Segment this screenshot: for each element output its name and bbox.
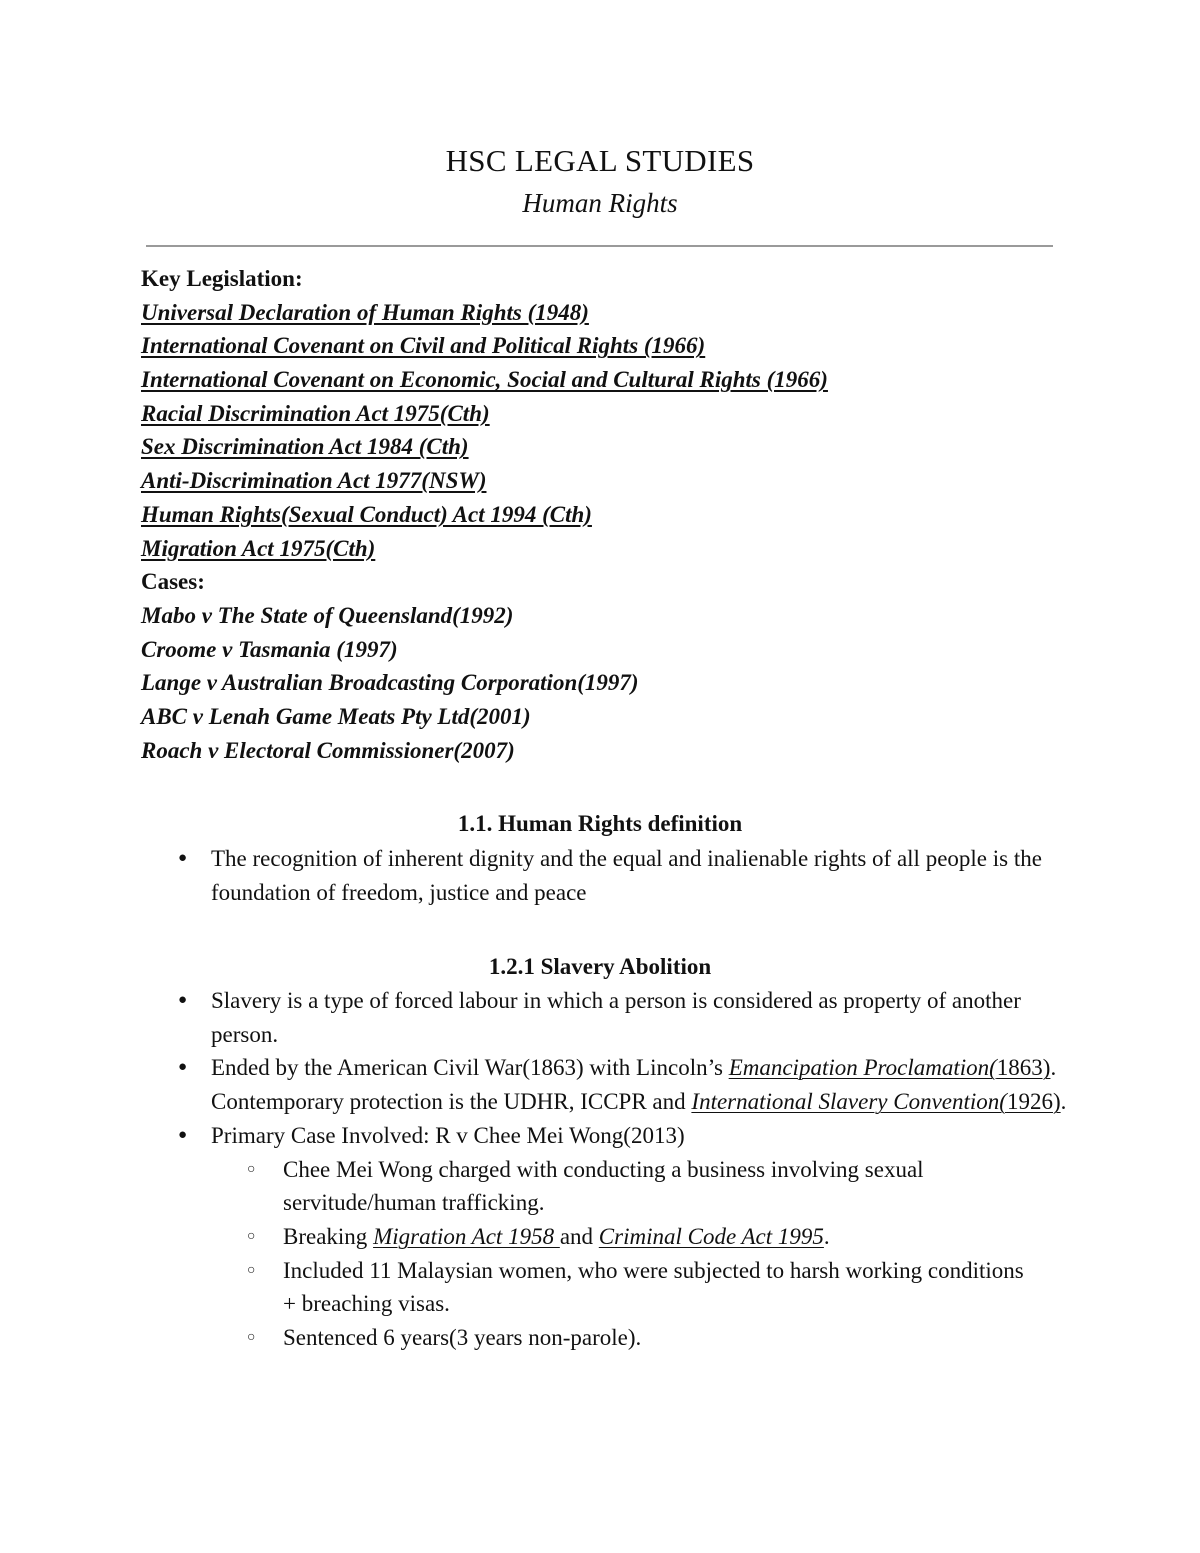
sub-bullet-icon: ○ xyxy=(247,1228,256,1244)
cases-label: Cases: xyxy=(141,569,205,595)
bullet-text: Ended by the American Civil War(1863) with Lincoln’s xyxy=(211,1055,729,1081)
horizontal-rule xyxy=(146,245,1053,247)
legislation-item: Anti-Discrimination Act 1977(NSW) xyxy=(141,468,487,494)
key-legislation-block xyxy=(141,262,1091,767)
document-subtitle: Human Rights xyxy=(522,188,678,218)
migration-act-link[interactable]: Migration Act 1958 xyxy=(373,1223,560,1249)
bullet-icon: ● xyxy=(178,992,188,1008)
bullet-text: The recognition of inherent dignity and the equal and inalienable rights of all people is the foundation of freedom, justice and peace xyxy=(211,846,1042,905)
slavery-convention-year: 1926) xyxy=(1006,1089,1061,1115)
legislation-item: Universal Declaration of Human Rights (1948) xyxy=(141,299,589,325)
sub-bullet-icon: ○ xyxy=(247,1161,256,1177)
sub-bullet-icon: ○ xyxy=(247,1262,256,1278)
sub-bullet-text: . xyxy=(823,1223,830,1249)
case-item: Croome v Tasmania (1997) xyxy=(141,636,398,662)
legislation-item: Sex Discrimination Act 1984 (Cth) xyxy=(141,434,469,460)
definition-list xyxy=(0,842,1200,909)
bullet-icon: ● xyxy=(178,1126,188,1143)
section-heading-slavery-abolition: 1.2.1 Slavery Abolition xyxy=(488,954,712,979)
slavery-list xyxy=(0,984,1200,1355)
document-title: HSC LEGAL STUDIES xyxy=(445,143,755,178)
case-item: Mabo v The State of Queensland(1992) xyxy=(141,602,514,628)
list-item xyxy=(0,1119,1200,1153)
sub-bullet-text: Chee Mei Wong charged with conducting a business involving sexual servitude/human trafficking. xyxy=(283,1156,924,1216)
sub-bullet-text: Breaking xyxy=(283,1223,374,1249)
bullet-text: Primary Case Involved: R v Chee Mei Wong(2013) xyxy=(211,1122,685,1148)
case-item: Roach v Electoral Commissioner(2007) xyxy=(141,737,515,763)
bullet-icon: ● xyxy=(178,1059,188,1076)
legislation-item: Migration Act 1975(Cth) xyxy=(141,535,376,561)
bullet-icon: ● xyxy=(178,850,188,866)
sub-list-item xyxy=(0,1220,1200,1254)
sub-bullet-icon: ○ xyxy=(247,1330,256,1346)
criminal-code-act-link[interactable]: Criminal Code Act 1995 xyxy=(598,1223,824,1249)
case-item: Lange v Australian Broadcasting Corporation(1997) xyxy=(141,670,639,696)
slavery-convention-link[interactable]: International Slavery Convention( xyxy=(691,1089,1007,1115)
emancipation-year: 1863) xyxy=(996,1055,1051,1081)
legislation-item: Human Rights(Sexual Conduct) Act 1994 (Cth) xyxy=(141,501,592,527)
list-item xyxy=(0,842,1200,909)
bullet-text: Slavery is a type of forced labour in which a person is considered as property of another person. xyxy=(211,988,1021,1047)
legislation-item: International Covenant on Civil and Political Rights (1966) xyxy=(141,333,706,359)
sub-list-item xyxy=(0,1153,1200,1220)
sub-bullet-text: Included 11 Malaysian women, who were subjected to harsh working conditions + breaching visas. xyxy=(283,1257,1024,1317)
bullet-text: . xyxy=(1060,1089,1067,1115)
list-item xyxy=(0,1051,1200,1118)
legislation-item: Racial Discrimination Act 1975(Cth) xyxy=(141,400,490,426)
bullet-text: . Contemporary protection is the UDHR, ICCPR and xyxy=(211,1055,1057,1115)
legislation-item: International Covenant on Economic, Social and Cultural Rights (1966) xyxy=(141,367,828,393)
emancipation-proclamation-link[interactable]: Emancipation Proclamation( xyxy=(728,1055,997,1081)
sub-list-item xyxy=(0,1254,1200,1321)
sub-bullet-text: Sentenced 6 years(3 years non-parole). xyxy=(283,1325,642,1351)
case-item: ABC v Lenah Game Meats Pty Ltd(2001) xyxy=(141,703,531,729)
key-legislation-label: Key Legislation: xyxy=(141,266,303,291)
sub-bullet-text: and xyxy=(559,1223,599,1249)
sub-list-item xyxy=(0,1321,1200,1355)
section-heading-human-rights-definition: 1.1. Human Rights definition xyxy=(457,811,743,836)
list-item xyxy=(0,984,1200,1051)
